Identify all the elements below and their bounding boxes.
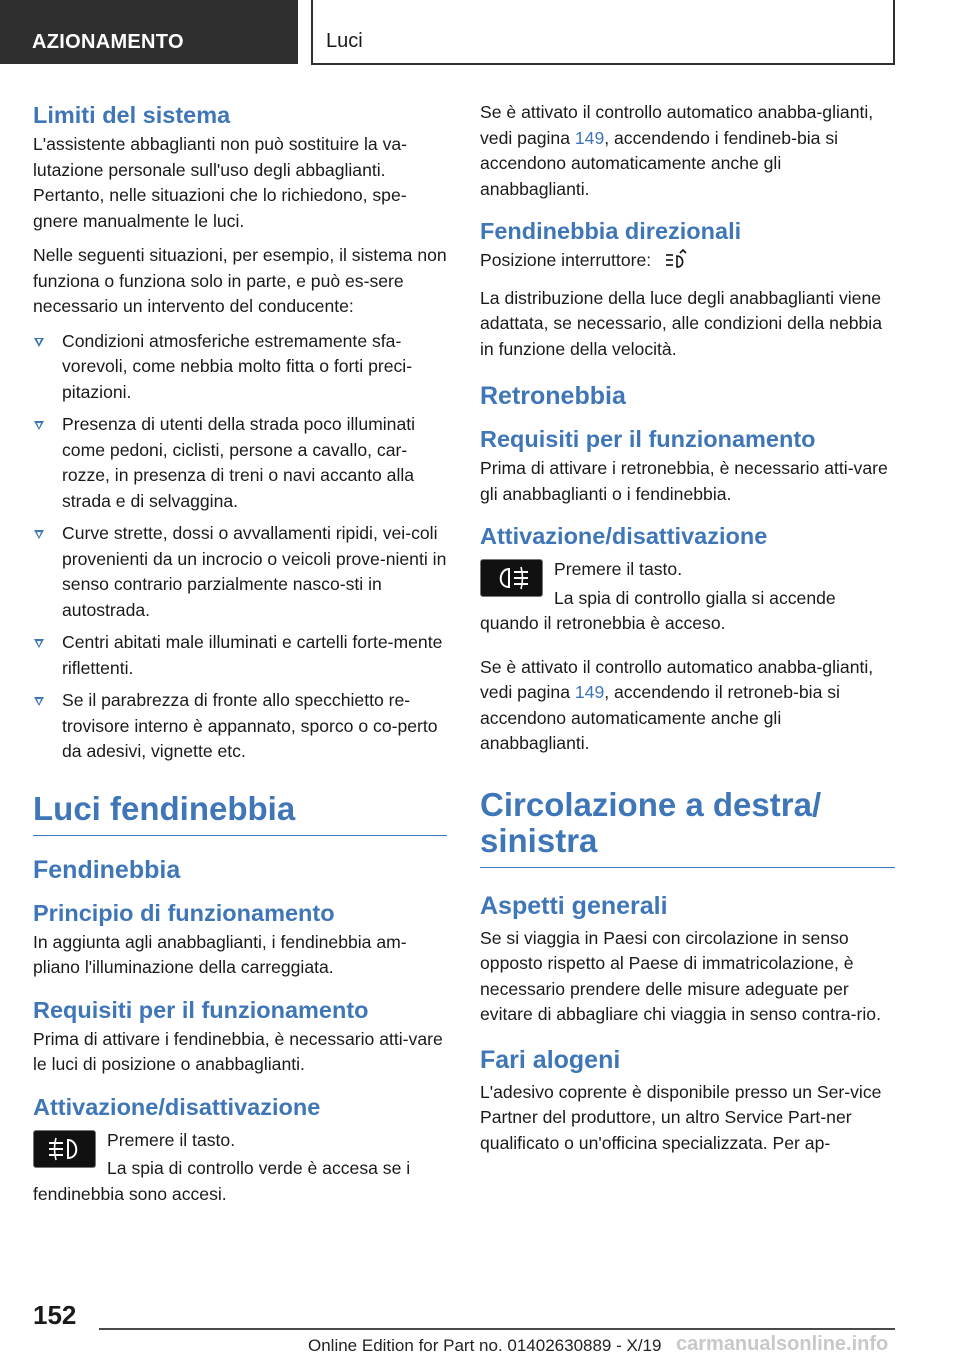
page-number: 152 — [33, 1300, 77, 1330]
paragraph: La spia di controllo gialla si accende — [554, 587, 836, 608]
heading-circolazione: Circolazione a destra/ sinistra — [480, 787, 895, 868]
list-item — [33, 521, 447, 623]
button-description — [554, 557, 836, 611]
list-item — [33, 630, 447, 681]
triangle-bullet-icon — [34, 639, 44, 648]
paragraph: In aggiunta agli anabbaglianti, i fendinebbia am-pliano l'illuminazione della carreggiata. — [33, 931, 407, 977]
heading-aspetti-generali: Aspetti generali — [480, 891, 668, 920]
right-column — [480, 100, 895, 1165]
heading-attivazione: Attivazione/disattivazione — [480, 523, 768, 549]
text-span: Se è attivato il controllo automatico anabba-glianti, vedi pagina — [480, 102, 874, 148]
paragraph: Premere il tasto. — [107, 1129, 236, 1150]
paragraph: Nelle seguenti situazioni, per esempio, il sistema non funziona o funziona solo in parte, e può es-sere necessario un intervento del conducente: — [33, 245, 447, 316]
button-description — [107, 1128, 410, 1182]
heading-fendinebbia-direzionali: Fendinebbia direzionali — [480, 218, 742, 244]
heading-principio: Principio di funzionamento — [33, 899, 335, 926]
text-span: , accendendo il retroneb-bia si accendono automaticamente anche gli anabbaglianti. — [480, 682, 840, 753]
paragraph — [480, 248, 895, 277]
rear-fog-button-row — [480, 557, 895, 611]
paragraph: Se si viaggia in Paesi con circolazione in senso opposto rispetto al Paese di immatricolazione, è necessario prendere delle misure adeguate per evitare di abbagliare chi viaggia in senso contra-rio. — [480, 927, 881, 1024]
heading-fari-alogeni: Fari alogeni — [480, 1045, 621, 1074]
text-span: , accendendo i fendineb-bia si accendono automaticamente anche gli anabbaglianti. — [480, 127, 839, 199]
rear-fog-light-icon — [480, 559, 543, 597]
triangle-bullet-icon — [34, 338, 44, 347]
watermark: carmanualsonline.info — [676, 1333, 889, 1355]
list-item-text: Se il parabrezza di fronte allo specchietto re-trovisore interno è appannato, sporco o co-perto da adesivi, vignette etc. — [62, 690, 438, 761]
paragraph: L'assistente abbaglianti non può sostituire la va-lutazione personale sull'uso degli abbaglianti. Pertanto, nelle situazioni che lo richiedono, spe-gnere manualmente le luci. — [33, 134, 408, 231]
paragraph: quando il retronebbia è acceso. — [480, 613, 726, 633]
heading-retronebbia: Retronebbia — [480, 382, 626, 410]
paragraph: Premere il tasto. — [554, 559, 683, 579]
triangle-bullet-icon — [34, 421, 44, 430]
section-tab — [0, 0, 298, 64]
section-title: AZIONAMENTO — [32, 31, 184, 53]
paragraph — [480, 655, 895, 757]
triangle-bullet-icon — [34, 530, 44, 539]
heading-luci-fendinebbia: Luci fendinebbia — [33, 791, 447, 836]
bullet-list — [33, 329, 447, 765]
heading-requisiti: Requisiti per il funzionamento — [33, 996, 369, 1023]
text-span: Se è attivato il controllo automatico anabba-glianti, vedi pagina — [480, 656, 874, 702]
heading-requisiti: Requisiti per il funzionamento — [480, 426, 816, 452]
footer-edition: Online Edition for Part no. 01402630889 - X/19 — [308, 1336, 662, 1355]
list-item-text: Centri abitati male illuminati e cartelli forte-mente riflettenti. — [62, 632, 443, 678]
paragraph — [480, 100, 895, 202]
page-link[interactable]: 149 — [574, 127, 605, 148]
paragraph: L'adesivo coprente è disponibile presso un Ser-vice Partner del produttore, un altro Service Part-ner qualificato o un'officina specializzata. Per ap- — [480, 1081, 882, 1153]
list-item — [33, 688, 447, 765]
front-fog-light-icon — [33, 1130, 96, 1168]
heading-limiti: Limiti del sistema — [33, 102, 231, 128]
heading-fendinebbia: Fendinebbia — [33, 855, 181, 884]
chapter-title: Luci — [326, 30, 363, 52]
page-link[interactable]: 149 — [574, 682, 605, 702]
triangle-bullet-icon — [34, 697, 44, 706]
list-item — [33, 329, 447, 406]
list-item-text: Presenza di utenti della strada poco illuminati come pedoni, ciclisti, persone a cavallo, car-rozze, in presenza di treni o navi accanto alla strada e di selvaggina. — [62, 414, 416, 511]
left-column — [33, 100, 447, 1216]
footer-divider — [99, 1328, 895, 1330]
paragraph: Prima di attivare i fendinebbia, è necessario atti-vare le luci di posizione o anabbaglianti. — [33, 1028, 443, 1074]
paragraph: Prima di attivare i retronebbia, è necessario atti-vare gli anabbaglianti o i fendinebbia. — [480, 458, 888, 504]
heading-attivazione: Attivazione/disattivazione — [33, 1093, 321, 1120]
front-fog-button-row — [33, 1128, 447, 1182]
paragraph: La distribuzione della luce degli anabbaglianti viene adattata, se necessario, alle condizioni della nebbia in funzione della velocità. — [480, 287, 882, 359]
list-item-text: Curve strette, dossi o avvallamenti ripidi, vei-coli provenienti da un incrocio o veicoli prove-nienti in senso contrario parzialmente nasco-sti in autostrada. — [62, 523, 447, 620]
text-span: Posizione interruttore: — [480, 250, 652, 270]
paragraph: fendinebbia sono accesi. — [33, 1183, 227, 1204]
paragraph: La spia di controllo verde è accesa se i — [107, 1158, 411, 1178]
list-item — [33, 412, 447, 514]
directional-fog-light-icon — [664, 249, 688, 277]
chapter-tab — [311, 0, 895, 65]
list-item-text: Condizioni atmosferiche estremamente sfa-vorevoli, come nebbia molto fitta o forti preci-pitazioni. — [62, 330, 413, 402]
